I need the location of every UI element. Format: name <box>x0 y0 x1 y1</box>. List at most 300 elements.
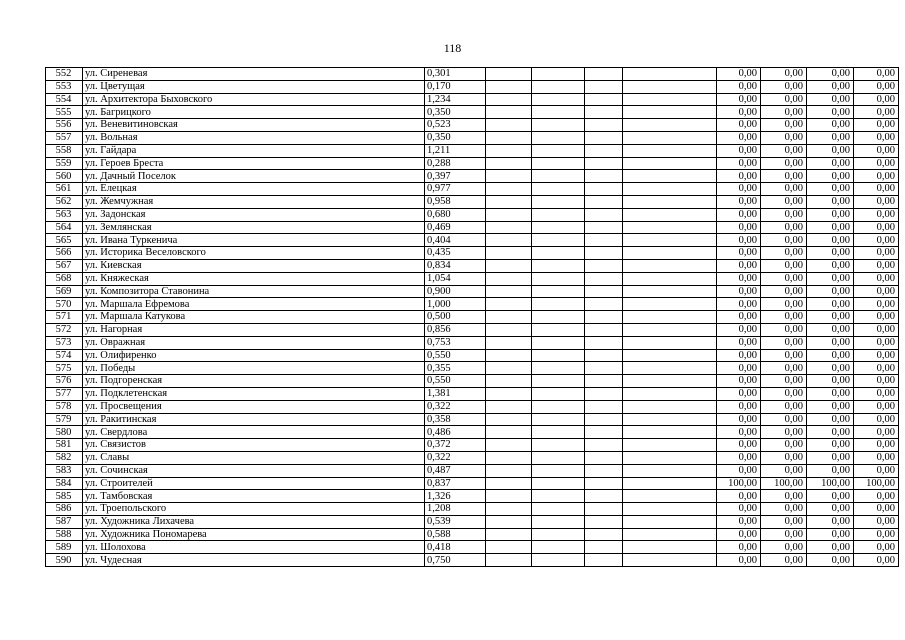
value-cell-4: 0,00 <box>854 208 899 221</box>
row-number: 565 <box>46 234 83 247</box>
value-cell-1: 0,00 <box>717 464 761 477</box>
row-number: 581 <box>46 439 83 452</box>
street-length: 1,208 <box>425 503 486 516</box>
value-cell-1: 0,00 <box>717 183 761 196</box>
empty-cell <box>486 272 532 285</box>
value-cell-3: 0,00 <box>807 362 854 375</box>
street-name: ул. Княжеская <box>83 272 425 285</box>
row-number: 583 <box>46 464 83 477</box>
value-cell-3: 0,00 <box>807 259 854 272</box>
value-cell-4: 0,00 <box>854 464 899 477</box>
empty-cell <box>623 195 717 208</box>
empty-cell <box>486 157 532 170</box>
value-cell-4: 0,00 <box>854 311 899 324</box>
value-cell-2: 0,00 <box>761 298 807 311</box>
street-name: ул. Победы <box>83 362 425 375</box>
table-row <box>46 157 899 170</box>
street-length: 0,523 <box>425 119 486 132</box>
street-length: 1,211 <box>425 144 486 157</box>
row-number: 555 <box>46 106 83 119</box>
table-row <box>46 503 899 516</box>
empty-cell <box>623 119 717 132</box>
empty-cell <box>623 464 717 477</box>
empty-cell <box>486 247 532 260</box>
row-number: 579 <box>46 413 83 426</box>
value-cell-1: 0,00 <box>717 323 761 336</box>
street-name: ул. Веневитиновская <box>83 119 425 132</box>
value-cell-4: 0,00 <box>854 170 899 183</box>
table-row <box>46 68 899 81</box>
row-number: 569 <box>46 285 83 298</box>
value-cell-2: 0,00 <box>761 311 807 324</box>
street-name: ул. Художника Лихачева <box>83 515 425 528</box>
value-cell-3: 0,00 <box>807 464 854 477</box>
street-name: ул. Олифиренко <box>83 349 425 362</box>
street-name: ул. Ивана Туркенича <box>83 234 425 247</box>
row-number: 552 <box>46 68 83 81</box>
row-number: 570 <box>46 298 83 311</box>
value-cell-2: 0,00 <box>761 323 807 336</box>
empty-cell <box>623 183 717 196</box>
empty-cell <box>532 119 585 132</box>
table-row <box>46 323 899 336</box>
value-cell-1: 0,00 <box>717 131 761 144</box>
value-cell-1: 0,00 <box>717 554 761 567</box>
empty-cell <box>532 477 585 490</box>
empty-cell <box>486 144 532 157</box>
street-length: 0,288 <box>425 157 486 170</box>
streets-table <box>45 67 899 567</box>
empty-cell <box>585 285 623 298</box>
empty-cell <box>532 285 585 298</box>
row-number: 587 <box>46 515 83 528</box>
empty-cell <box>585 426 623 439</box>
street-name: ул. Подгоренская <box>83 375 425 388</box>
table-row <box>46 477 899 490</box>
value-cell-4: 0,00 <box>854 144 899 157</box>
empty-cell <box>585 221 623 234</box>
value-cell-3: 0,00 <box>807 349 854 362</box>
empty-cell <box>585 528 623 541</box>
empty-cell <box>532 464 585 477</box>
empty-cell <box>532 336 585 349</box>
empty-cell <box>623 285 717 298</box>
empty-cell <box>486 439 532 452</box>
row-number: 554 <box>46 93 83 106</box>
value-cell-4: 0,00 <box>854 247 899 260</box>
street-length: 0,550 <box>425 349 486 362</box>
row-number: 559 <box>46 157 83 170</box>
empty-cell <box>486 183 532 196</box>
empty-cell <box>532 272 585 285</box>
value-cell-2: 0,00 <box>761 195 807 208</box>
empty-cell <box>585 554 623 567</box>
empty-cell <box>585 541 623 554</box>
empty-cell <box>486 451 532 464</box>
table-row <box>46 247 899 260</box>
empty-cell <box>532 195 585 208</box>
value-cell-4: 0,00 <box>854 221 899 234</box>
empty-cell <box>585 170 623 183</box>
value-cell-2: 0,00 <box>761 375 807 388</box>
empty-cell <box>532 247 585 260</box>
street-length: 0,469 <box>425 221 486 234</box>
street-length: 0,750 <box>425 554 486 567</box>
value-cell-4: 0,00 <box>854 554 899 567</box>
table-row <box>46 554 899 567</box>
value-cell-1: 0,00 <box>717 285 761 298</box>
street-name: ул. Строителей <box>83 477 425 490</box>
empty-cell <box>532 144 585 157</box>
street-length: 1,381 <box>425 387 486 400</box>
empty-cell <box>486 387 532 400</box>
empty-cell <box>532 515 585 528</box>
value-cell-1: 0,00 <box>717 362 761 375</box>
street-length: 0,834 <box>425 259 486 272</box>
street-name: ул. Связистов <box>83 439 425 452</box>
empty-cell <box>486 234 532 247</box>
empty-cell <box>585 323 623 336</box>
table-row <box>46 285 899 298</box>
value-cell-4: 0,00 <box>854 234 899 247</box>
empty-cell <box>532 131 585 144</box>
value-cell-3: 100,00 <box>807 477 854 490</box>
street-length: 0,350 <box>425 131 486 144</box>
value-cell-2: 0,00 <box>761 106 807 119</box>
value-cell-4: 0,00 <box>854 119 899 132</box>
empty-cell <box>623 144 717 157</box>
street-length: 1,234 <box>425 93 486 106</box>
empty-cell <box>623 541 717 554</box>
row-number: 568 <box>46 272 83 285</box>
empty-cell <box>532 349 585 362</box>
street-name: ул. Нагорная <box>83 323 425 336</box>
empty-cell <box>623 80 717 93</box>
table-row <box>46 464 899 477</box>
value-cell-4: 0,00 <box>854 298 899 311</box>
row-number: 584 <box>46 477 83 490</box>
empty-cell <box>585 119 623 132</box>
empty-cell <box>532 80 585 93</box>
empty-cell <box>623 554 717 567</box>
empty-cell <box>623 247 717 260</box>
value-cell-4: 0,00 <box>854 387 899 400</box>
value-cell-2: 0,00 <box>761 119 807 132</box>
empty-cell <box>623 93 717 106</box>
empty-cell <box>585 413 623 426</box>
value-cell-2: 0,00 <box>761 208 807 221</box>
value-cell-1: 0,00 <box>717 515 761 528</box>
value-cell-4: 0,00 <box>854 259 899 272</box>
empty-cell <box>532 170 585 183</box>
value-cell-1: 0,00 <box>717 259 761 272</box>
value-cell-1: 0,00 <box>717 451 761 464</box>
value-cell-1: 0,00 <box>717 93 761 106</box>
row-number: 576 <box>46 375 83 388</box>
empty-cell <box>486 68 532 81</box>
empty-cell <box>486 285 532 298</box>
value-cell-1: 0,00 <box>717 349 761 362</box>
value-cell-1: 0,00 <box>717 311 761 324</box>
value-cell-1: 0,00 <box>717 426 761 439</box>
value-cell-4: 0,00 <box>854 439 899 452</box>
empty-cell <box>623 221 717 234</box>
empty-cell <box>585 387 623 400</box>
value-cell-1: 0,00 <box>717 298 761 311</box>
empty-cell <box>623 272 717 285</box>
value-cell-4: 0,00 <box>854 451 899 464</box>
table-row <box>46 93 899 106</box>
value-cell-1: 0,00 <box>717 387 761 400</box>
empty-cell <box>585 183 623 196</box>
row-number: 573 <box>46 336 83 349</box>
street-name: ул. Сочинская <box>83 464 425 477</box>
value-cell-2: 0,00 <box>761 541 807 554</box>
street-length: 0,958 <box>425 195 486 208</box>
row-number: 561 <box>46 183 83 196</box>
street-name: ул. Героев Бреста <box>83 157 425 170</box>
value-cell-1: 100,00 <box>717 477 761 490</box>
empty-cell <box>585 68 623 81</box>
value-cell-3: 0,00 <box>807 131 854 144</box>
value-cell-3: 0,00 <box>807 170 854 183</box>
value-cell-2: 0,00 <box>761 247 807 260</box>
table-row <box>46 515 899 528</box>
value-cell-2: 0,00 <box>761 93 807 106</box>
empty-cell <box>486 106 532 119</box>
value-cell-3: 0,00 <box>807 157 854 170</box>
empty-cell <box>532 528 585 541</box>
value-cell-4: 0,00 <box>854 400 899 413</box>
value-cell-2: 0,00 <box>761 554 807 567</box>
empty-cell <box>532 259 585 272</box>
empty-cell <box>532 503 585 516</box>
value-cell-3: 0,00 <box>807 336 854 349</box>
value-cell-2: 0,00 <box>761 528 807 541</box>
table-row <box>46 439 899 452</box>
empty-cell <box>486 208 532 221</box>
empty-cell <box>585 477 623 490</box>
street-name: ул. Жемчужная <box>83 195 425 208</box>
table-row <box>46 426 899 439</box>
street-name: ул. Историка Веселовского <box>83 247 425 260</box>
value-cell-2: 0,00 <box>761 259 807 272</box>
row-number: 558 <box>46 144 83 157</box>
value-cell-4: 0,00 <box>854 183 899 196</box>
street-name: ул. Чудесная <box>83 554 425 567</box>
empty-cell <box>585 311 623 324</box>
value-cell-2: 0,00 <box>761 362 807 375</box>
street-name: ул. Киевская <box>83 259 425 272</box>
empty-cell <box>623 157 717 170</box>
value-cell-4: 0,00 <box>854 503 899 516</box>
empty-cell <box>623 528 717 541</box>
value-cell-3: 0,00 <box>807 93 854 106</box>
street-length: 0,500 <box>425 311 486 324</box>
row-number: 574 <box>46 349 83 362</box>
value-cell-4: 0,00 <box>854 272 899 285</box>
empty-cell <box>486 477 532 490</box>
street-length: 1,326 <box>425 490 486 503</box>
table-row <box>46 259 899 272</box>
value-cell-2: 0,00 <box>761 336 807 349</box>
street-name: ул. Овражная <box>83 336 425 349</box>
street-name: ул. Славы <box>83 451 425 464</box>
empty-cell <box>532 554 585 567</box>
value-cell-4: 0,00 <box>854 375 899 388</box>
value-cell-4: 0,00 <box>854 349 899 362</box>
table-row <box>46 387 899 400</box>
street-length: 0,550 <box>425 375 486 388</box>
value-cell-3: 0,00 <box>807 272 854 285</box>
table-row <box>46 170 899 183</box>
empty-cell <box>532 490 585 503</box>
empty-cell <box>486 170 532 183</box>
empty-cell <box>623 375 717 388</box>
value-cell-2: 0,00 <box>761 503 807 516</box>
value-cell-3: 0,00 <box>807 144 854 157</box>
empty-cell <box>623 503 717 516</box>
value-cell-4: 0,00 <box>854 413 899 426</box>
street-name: ул. Тамбовская <box>83 490 425 503</box>
value-cell-3: 0,00 <box>807 554 854 567</box>
value-cell-3: 0,00 <box>807 503 854 516</box>
empty-cell <box>486 323 532 336</box>
value-cell-2: 0,00 <box>761 285 807 298</box>
empty-cell <box>532 183 585 196</box>
value-cell-4: 0,00 <box>854 285 899 298</box>
empty-cell <box>623 515 717 528</box>
value-cell-4: 0,00 <box>854 106 899 119</box>
street-length: 1,000 <box>425 298 486 311</box>
value-cell-2: 0,00 <box>761 387 807 400</box>
table-row <box>46 541 899 554</box>
street-name: ул. Маршала Ефремова <box>83 298 425 311</box>
empty-cell <box>532 93 585 106</box>
value-cell-4: 0,00 <box>854 336 899 349</box>
street-length: 0,372 <box>425 439 486 452</box>
value-cell-1: 0,00 <box>717 68 761 81</box>
table-body <box>46 68 899 567</box>
empty-cell <box>585 195 623 208</box>
street-name: ул. Елецкая <box>83 183 425 196</box>
value-cell-2: 0,00 <box>761 515 807 528</box>
table-row <box>46 362 899 375</box>
row-number: 577 <box>46 387 83 400</box>
value-cell-3: 0,00 <box>807 528 854 541</box>
value-cell-3: 0,00 <box>807 413 854 426</box>
value-cell-4: 0,00 <box>854 323 899 336</box>
empty-cell <box>585 375 623 388</box>
empty-cell <box>532 451 585 464</box>
value-cell-1: 0,00 <box>717 234 761 247</box>
value-cell-2: 0,00 <box>761 131 807 144</box>
empty-cell <box>486 195 532 208</box>
table-row <box>46 298 899 311</box>
row-number: 564 <box>46 221 83 234</box>
value-cell-4: 0,00 <box>854 68 899 81</box>
value-cell-1: 0,00 <box>717 541 761 554</box>
street-name: ул. Сиреневая <box>83 68 425 81</box>
value-cell-3: 0,00 <box>807 387 854 400</box>
table-row <box>46 490 899 503</box>
row-number: 586 <box>46 503 83 516</box>
value-cell-1: 0,00 <box>717 490 761 503</box>
empty-cell <box>486 554 532 567</box>
value-cell-2: 0,00 <box>761 464 807 477</box>
table-row <box>46 400 899 413</box>
street-length: 1,054 <box>425 272 486 285</box>
empty-cell <box>486 413 532 426</box>
value-cell-1: 0,00 <box>717 375 761 388</box>
table-row <box>46 311 899 324</box>
empty-cell <box>486 131 532 144</box>
empty-cell <box>623 413 717 426</box>
street-length: 0,404 <box>425 234 486 247</box>
value-cell-2: 0,00 <box>761 157 807 170</box>
row-number: 566 <box>46 247 83 260</box>
empty-cell <box>532 234 585 247</box>
empty-cell <box>486 259 532 272</box>
empty-cell <box>532 323 585 336</box>
street-name: ул. Свердлова <box>83 426 425 439</box>
street-name: ул. Троепольского <box>83 503 425 516</box>
row-number: 556 <box>46 119 83 132</box>
street-name: ул. Просвещения <box>83 400 425 413</box>
value-cell-2: 0,00 <box>761 490 807 503</box>
row-number: 585 <box>46 490 83 503</box>
value-cell-2: 0,00 <box>761 272 807 285</box>
empty-cell <box>486 80 532 93</box>
empty-cell <box>486 375 532 388</box>
street-length: 0,487 <box>425 464 486 477</box>
empty-cell <box>486 362 532 375</box>
row-number: 575 <box>46 362 83 375</box>
page-number: 118 <box>443 41 462 55</box>
empty-cell <box>585 259 623 272</box>
empty-cell <box>486 311 532 324</box>
value-cell-3: 0,00 <box>807 119 854 132</box>
value-cell-1: 0,00 <box>717 119 761 132</box>
empty-cell <box>532 541 585 554</box>
empty-cell <box>532 298 585 311</box>
row-number: 553 <box>46 80 83 93</box>
table-row <box>46 131 899 144</box>
value-cell-1: 0,00 <box>717 195 761 208</box>
street-length: 0,358 <box>425 413 486 426</box>
value-cell-1: 0,00 <box>717 336 761 349</box>
table-row <box>46 272 899 285</box>
empty-cell <box>585 298 623 311</box>
empty-cell <box>585 157 623 170</box>
empty-cell <box>623 387 717 400</box>
value-cell-4: 0,00 <box>854 541 899 554</box>
value-cell-1: 0,00 <box>717 528 761 541</box>
value-cell-4: 0,00 <box>854 131 899 144</box>
empty-cell <box>585 439 623 452</box>
empty-cell <box>623 349 717 362</box>
value-cell-1: 0,00 <box>717 106 761 119</box>
value-cell-3: 0,00 <box>807 400 854 413</box>
value-cell-3: 0,00 <box>807 311 854 324</box>
street-length: 0,680 <box>425 208 486 221</box>
empty-cell <box>623 208 717 221</box>
row-number: 580 <box>46 426 83 439</box>
street-length: 0,900 <box>425 285 486 298</box>
street-length: 0,418 <box>425 541 486 554</box>
value-cell-3: 0,00 <box>807 195 854 208</box>
empty-cell <box>585 490 623 503</box>
